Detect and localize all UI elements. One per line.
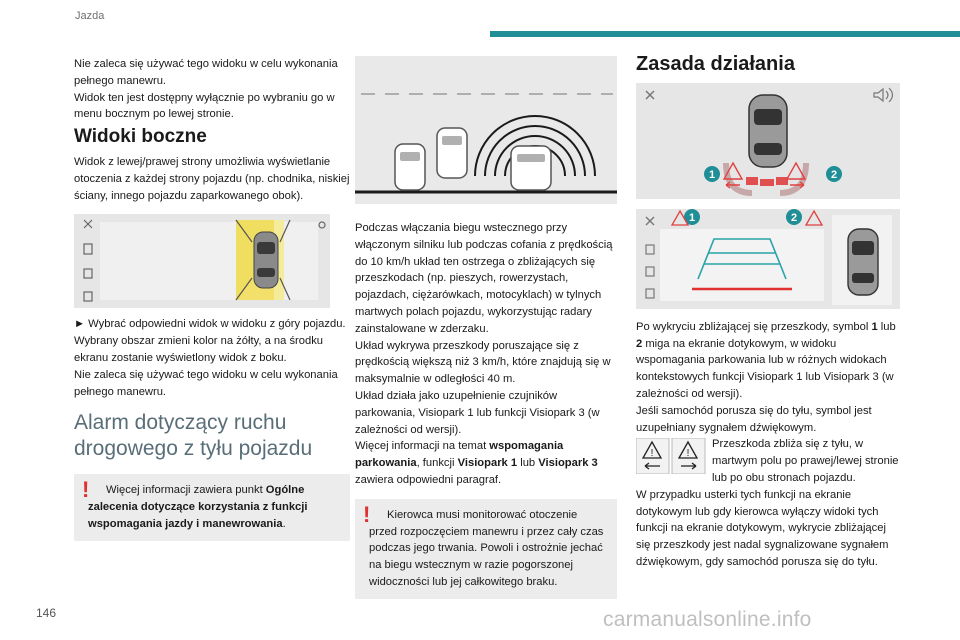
warning-exclamation-icon: ! bbox=[82, 477, 90, 503]
paragraph: W przypadku usterki tych funkcji na ekranie dotykowym lub gdy kierowca wyłączy widoki tych funkcji na ekranie dotykowym, wykrycie zbliżającej się przeszkody jest nadal sygnalizowane sygnałem dźwiękowym, gdy samochód porusza się do tyłu. bbox=[636, 488, 889, 568]
note-text: Więcej informacji zawiera punkt bbox=[106, 484, 266, 497]
note-box bbox=[74, 474, 350, 540]
bold-reference: wspomagania parkowania bbox=[355, 440, 564, 470]
text: , funkcji bbox=[416, 457, 458, 470]
reverse-camera-screen-illustration bbox=[636, 209, 900, 309]
svg-text:!: ! bbox=[686, 448, 690, 460]
column-right bbox=[636, 53, 900, 571]
text: Po wykryciu zbliżającej się przeszkody, symbol bbox=[636, 320, 872, 333]
text: miga na ekranie dotykowym, w widoku wspomagania parkowania lub w różnych widokach kontekstowych funkcji Visiopark 1 lub Visiopark 3 (w zależności od wersji). bbox=[636, 337, 894, 400]
paragraph bbox=[636, 319, 900, 403]
warning-exclamation-icon: ! bbox=[363, 501, 371, 527]
note-text-end: . bbox=[282, 517, 286, 530]
instruction-step: ► Wybrać odpowiedni widok w widoku z góry pojazdu. bbox=[74, 318, 346, 331]
page-number: 146 bbox=[36, 606, 57, 620]
section-heading-rear-traffic-alert: Alarm dotyczący ruchu drogowego z tyłu pojazdu bbox=[74, 411, 313, 461]
text: Więcej informacji na temat bbox=[355, 440, 490, 453]
rear-radar-parking-illustration bbox=[355, 56, 617, 204]
bold-reference: Visiopark 1 bbox=[457, 457, 518, 470]
text: lub bbox=[517, 457, 539, 470]
bold-symbol-1: 1 bbox=[871, 320, 878, 333]
paragraph: Jeśli samochód porusza się do tyłu, symbol jest uzupełniany sygnałem dźwiękowym. bbox=[636, 404, 872, 434]
note-text: Kierowca musi monitorować otoczenie przed rozpoczęciem manewru i przez cały czas podczas jego trwania. Powoli i ostrożnie jechać na biegu wstecznym w razie pogorszonej widoczności lub jej całkowitego braku. bbox=[369, 508, 604, 588]
paragraph: Nie zaleca się używać tego widoku w celu wykonania pełnego manewru. bbox=[74, 368, 338, 398]
warning-symbols-paragraph bbox=[636, 436, 900, 486]
paragraph: Nie zaleca się używać tego widoku w celu wykonania pełnego manewru. bbox=[74, 58, 338, 87]
paragraph: Widok z lewej/prawej strony umożliwia wyświetlanie otoczenia z każdej strony pojazdu (np. chodnika, niskiej ściany, innego pojazdu zaparkowanego obok). bbox=[74, 155, 350, 202]
callout-2-label: 2 bbox=[790, 211, 798, 224]
bold-reference: Visiopark 3 bbox=[538, 457, 598, 470]
bold-symbol-2: 2 bbox=[636, 337, 643, 350]
column-middle bbox=[355, 56, 617, 599]
side-view-screen-illustration bbox=[74, 214, 330, 308]
note-box bbox=[355, 499, 617, 599]
parking-aid-screen-illustration bbox=[636, 83, 900, 199]
paragraph: Wybrany obszar zmieni kolor na żółty, a na środku ekranu zostanie wyświetlony widok z boku. bbox=[74, 335, 324, 364]
text: zawiera odpowiedni paragraf. bbox=[355, 473, 502, 486]
paragraph: Widok ten jest dostępny wyłącznie po wybraniu go w menu bocznym po lewej stronie. bbox=[74, 91, 335, 121]
paragraph: Podczas włączania biegu wstecznego przy włączonym silniku lub podczas cofania z prędkością do 10 km/h układ ten ostrzega o zbliżających się przeszkodach (np. pieszych, rowerzystach, pojazdach, ciężarówkach, motocyklach) w tylnych martwych polach pojazdu, wykorzystując radary zainstalowane w zderzaku. bbox=[355, 222, 613, 335]
text: lub bbox=[877, 320, 896, 333]
warning-triangle-icons bbox=[636, 438, 706, 474]
watermark: carmanualsonline.info bbox=[603, 608, 812, 631]
paragraph-references bbox=[355, 438, 617, 488]
paragraph: Układ działa jako uzupełnienie czujników parkowania, Visiopark 1 lub funkcji Visiopark 3 (w zależności od wersji). bbox=[355, 389, 600, 436]
paragraph: Przeszkoda zbliża się z tyłu, w martwym polu po prawej/lewej stronie lub po obu stronach pojazdu. bbox=[712, 438, 899, 484]
callout-1-label: 1 bbox=[688, 211, 696, 224]
callout-2-label: 2 bbox=[830, 168, 838, 181]
page-header-title: Jazda bbox=[75, 10, 105, 22]
paragraph: Układ wykrywa przeszkody poruszające się z prędkością większą niż 3 km/h, które znajdują się w maksymalnie w odległości 40 m. bbox=[355, 339, 611, 386]
callout-1-label: 1 bbox=[708, 168, 716, 181]
section-heading-principle: Zasada działania bbox=[636, 53, 795, 75]
header-accent-bar bbox=[490, 31, 960, 37]
note-bold-reference: Ogólne zalecenia dotyczące korzystania z funkcji wspomagania jazdy i manewrowania bbox=[88, 484, 308, 530]
svg-text:!: ! bbox=[650, 448, 654, 460]
column-left bbox=[74, 56, 350, 541]
section-heading-side-views: Widoki boczne bbox=[74, 126, 207, 148]
